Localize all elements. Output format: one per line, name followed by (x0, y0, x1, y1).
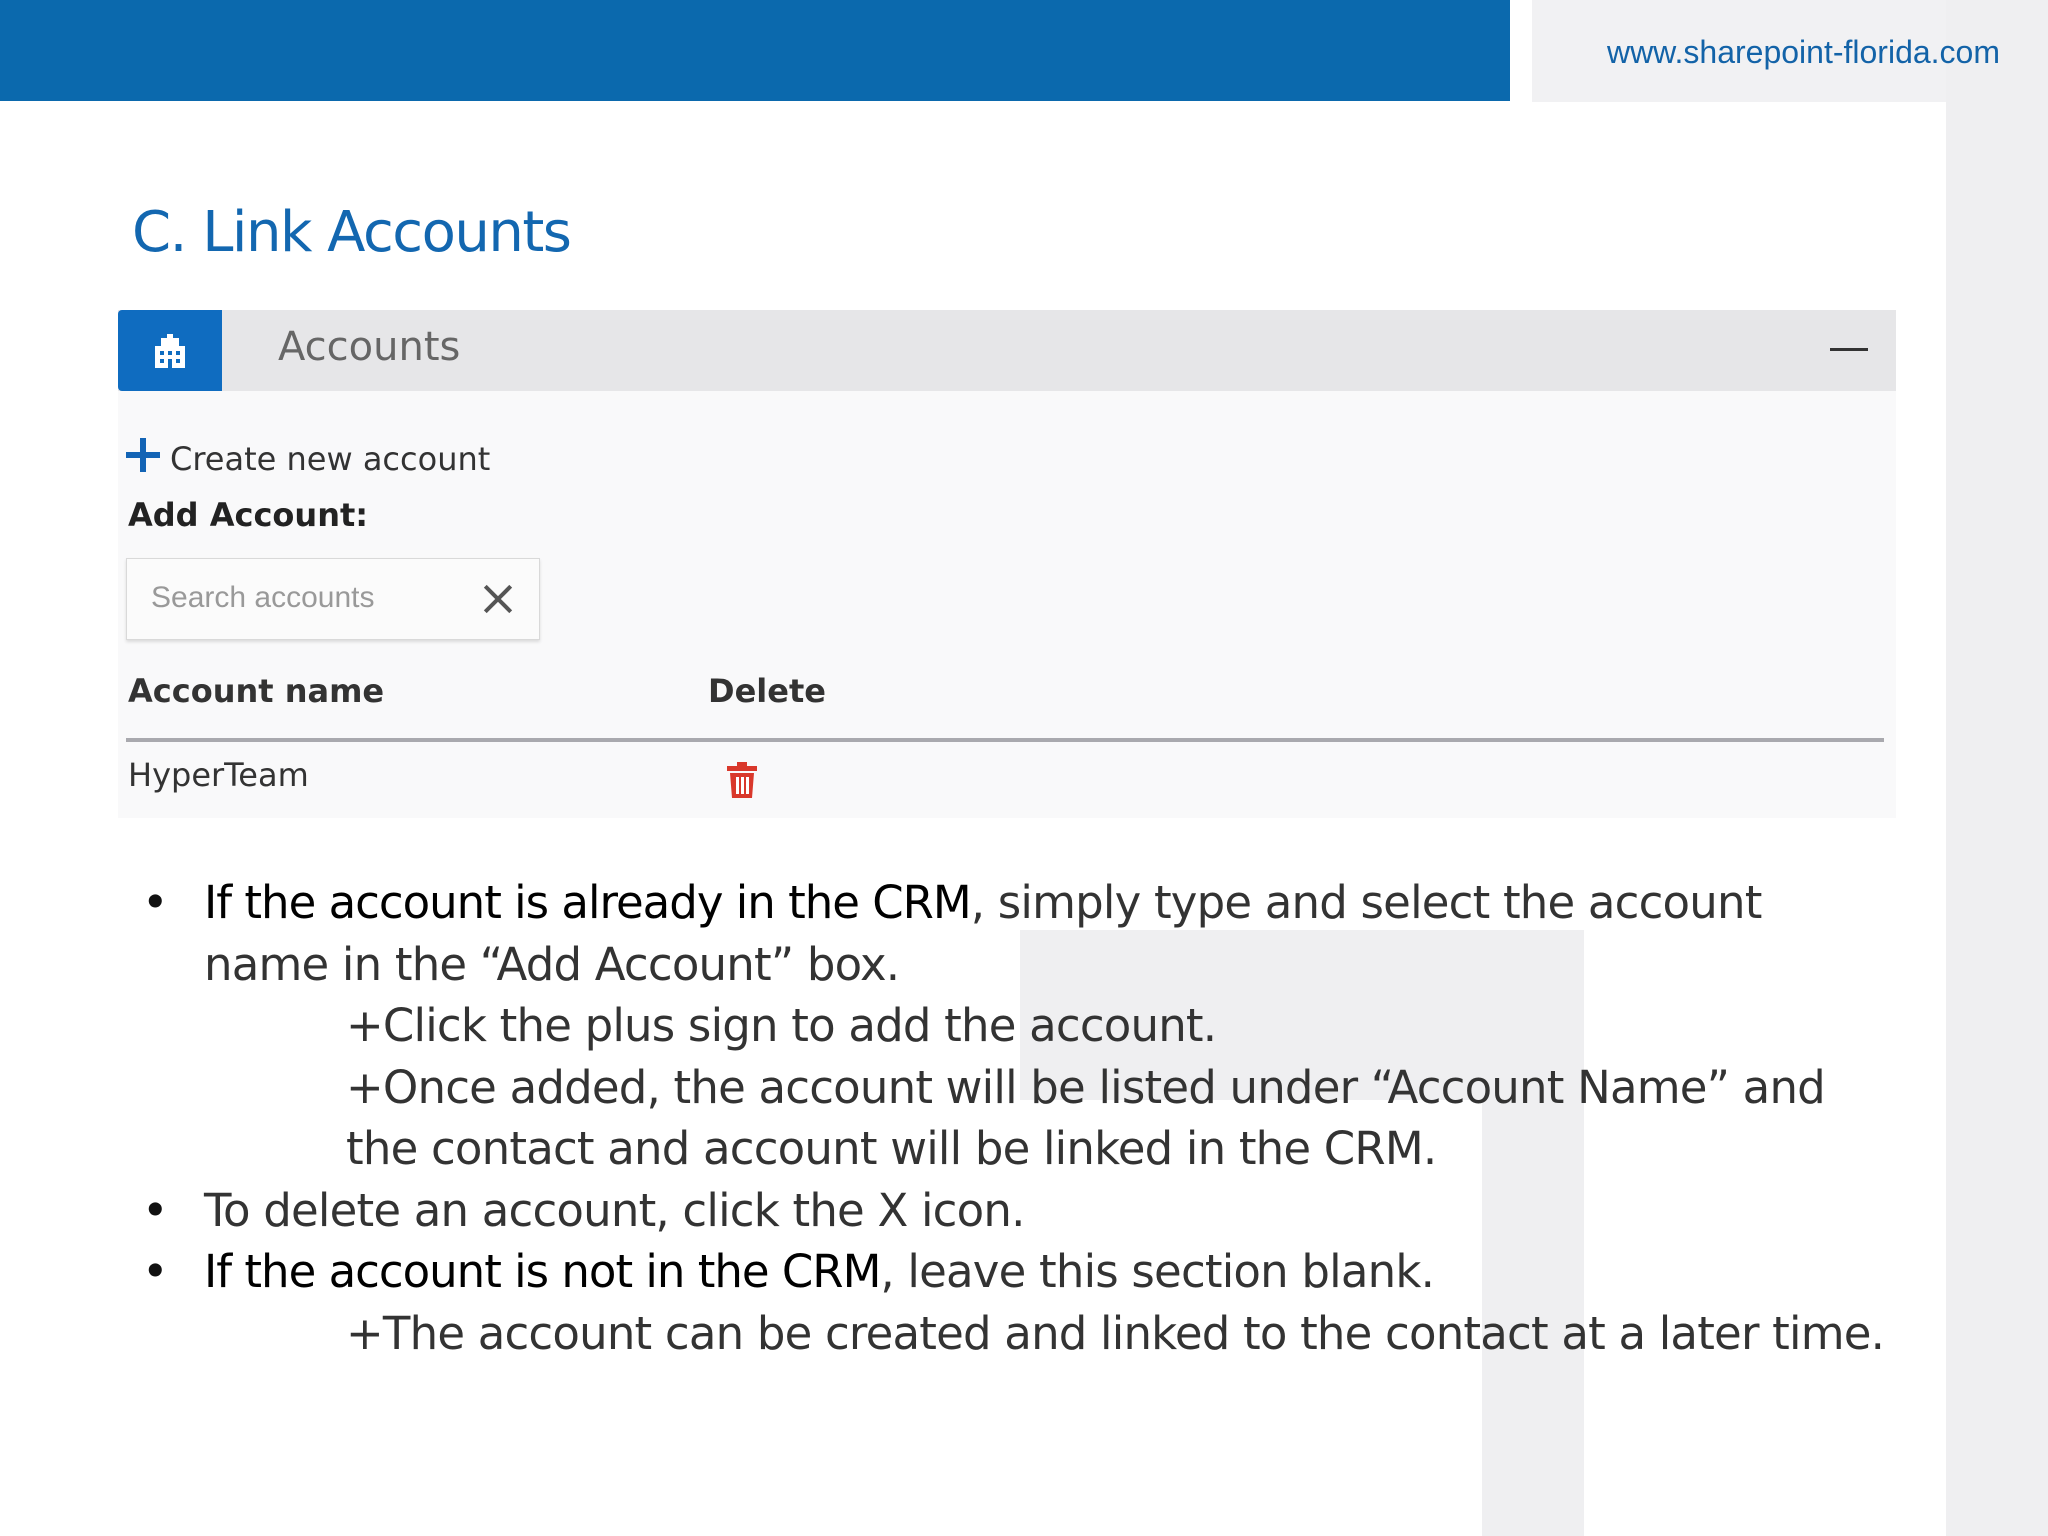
close-icon[interactable] (483, 584, 513, 614)
bullet-marker: • (142, 1245, 169, 1298)
bullet-text: To delete an account, click the X icon. (204, 1184, 1025, 1237)
background-shape (1584, 930, 1946, 1442)
column-header-delete: Delete (708, 672, 826, 710)
table-row-account-name: HyperTeam (128, 756, 309, 794)
minus-icon[interactable] (1830, 348, 1868, 351)
bullet-emphasis: If the account is already in the CRM (204, 876, 971, 929)
sub-bullet-text: +Click the plus sign to add the account. (346, 999, 1217, 1052)
add-account-label: Add Account: (128, 496, 369, 534)
bullet-marker: • (142, 876, 169, 929)
bullet-emphasis: If the account is not in the CRM (204, 1245, 881, 1298)
slide-title: C. Link Accounts (132, 200, 571, 265)
accounts-panel-header[interactable] (118, 310, 1896, 391)
panel-title: Accounts (278, 324, 461, 370)
bullet-text (204, 876, 1762, 929)
bullet-text-rest: , leave this section blank. (880, 1245, 1435, 1298)
sub-bullet-continuation: the contact and account will be linked in the CRM. (346, 1122, 1437, 1175)
create-new-account-label: Create new account (170, 440, 491, 478)
bullet-marker: • (142, 1184, 169, 1237)
bullet-text-rest: , simply type and select the account (970, 876, 1762, 929)
building-icon (118, 310, 222, 391)
account-search-box (126, 558, 540, 640)
brand-banner (0, 0, 1510, 101)
bullet-text (204, 1245, 1434, 1298)
plus-icon (126, 438, 160, 472)
site-url: www.sharepoint-florida.com (1606, 34, 2000, 70)
bullet-continuation: name in the “Add Account” box. (204, 938, 900, 991)
sub-bullet-text: +Once added, the account will be listed under “Account Name” and (346, 1061, 1825, 1114)
trash-icon[interactable] (726, 762, 758, 798)
column-header-account-name: Account name (128, 672, 385, 710)
table-header-divider (126, 738, 1884, 742)
accounts-panel (118, 310, 1896, 818)
sub-bullet-text: +The account can be created and linked to the contact at a later time. (346, 1307, 1885, 1360)
background-shape (1946, 0, 2048, 1536)
create-new-account-link[interactable] (126, 432, 490, 478)
search-accounts-input[interactable] (151, 575, 471, 621)
